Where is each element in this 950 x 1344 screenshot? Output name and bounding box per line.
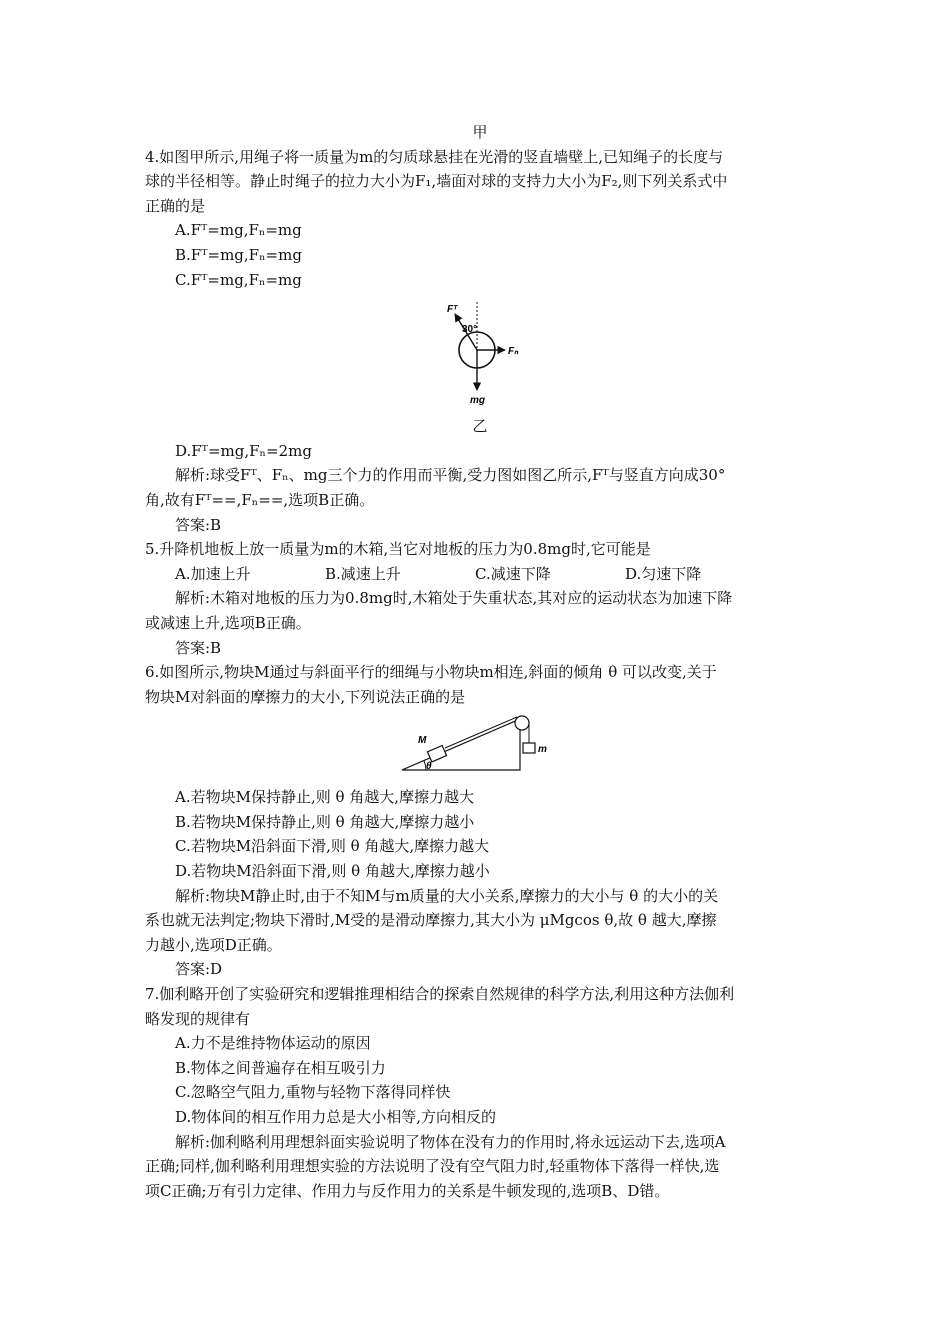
label-m: m xyxy=(538,744,547,756)
q6-option-c: C.若物块M沿斜面下滑,则 θ 角越大,摩擦力越大 xyxy=(175,837,490,856)
q6-analysis-line2: 系也就无法判定;物块下滑时,M受的是滑动摩擦力,其大小为 μMgcos θ,故 θ 越大,摩擦 xyxy=(145,911,717,930)
q6-stem-line2: 物块M对斜面的摩擦力的大小,下列说法正确的是 xyxy=(145,687,466,706)
question-5 xyxy=(145,537,815,660)
q7-stem-line1: 7.伽利略开创了实验研究和逻辑推理相结合的探索自然规律的科学方法,利用这种方法伽利 xyxy=(145,985,735,1004)
label-fn: Fₙ xyxy=(508,346,519,358)
question-4 xyxy=(145,145,815,538)
q7-analysis-line3: 项C正确;万有引力定律、作用力与反作用力的关系是牛顿发现的,选项B、D错。 xyxy=(145,1181,670,1200)
q4-analysis-line1: 解析:球受Fᵀ、Fₙ、mg三个力的作用而平衡,受力图如图乙所示,Fᵀ与竖直方向成30° xyxy=(175,466,726,485)
label-mg: mg xyxy=(470,395,485,407)
label-angle: 30° xyxy=(462,324,478,336)
q5-option-c: C.减速下降 xyxy=(475,564,551,583)
q4-stem-line1: 4.如图甲所示,用绳子将一质量为m的匀质球悬挂在光滑的竖直墙壁上,已知绳子的长度与 xyxy=(145,147,724,166)
document-page xyxy=(145,120,815,1203)
q6-option-d: D.若物块M沿斜面下滑,则 θ 角越大,摩擦力越小 xyxy=(175,862,490,881)
q4-stem-line3: 正确的是 xyxy=(145,196,206,215)
q6-stem-line1: 6.如图所示,物块M通过与斜面平行的细绳与小物块m相连,斜面的倾角 θ 可以改变,关于 xyxy=(145,663,717,682)
q4-stem-line2: 球的半径相等。静止时绳子的拉力大小为F₁,墙面对球的支持力大小为F₂,则下列关系式中 xyxy=(145,172,728,191)
ball-force-diagram xyxy=(425,298,535,408)
incline-diagram xyxy=(400,713,560,773)
q7-option-c: C.忽略空气阻力,重物与轻物下落得同样快 xyxy=(175,1083,451,1102)
q5-analysis-line1: 解析:木箱对地板的压力为0.8mg时,木箱处于失重状态,其对应的运动状态为加速下降 xyxy=(175,589,733,608)
question-7 xyxy=(145,982,815,1203)
q5-options xyxy=(145,562,815,587)
q4-option-b: B.Fᵀ=mg,Fₙ=mg xyxy=(175,245,302,264)
label-ft: Fᵀ xyxy=(447,304,458,316)
pulley xyxy=(515,716,529,730)
question-6 xyxy=(145,660,815,982)
q6-option-a: A.若物块M保持静止,则 θ 角越大,摩擦力越大 xyxy=(175,788,475,807)
q7-option-d: D.物体间的相互作用力总是大小相等,方向相反的 xyxy=(175,1108,497,1126)
block-m xyxy=(523,743,535,753)
q5-answer: 答案:B xyxy=(175,638,222,657)
q4-answer: 答案:B xyxy=(175,515,222,534)
q6-answer: 答案:D xyxy=(175,960,223,979)
q4-option-d: D.Fᵀ=mg,Fₙ=2mg xyxy=(175,441,312,460)
q7-analysis-line2: 正确;同样,伽利略利用理想实验的方法说明了没有空气阻力时,轻重物体下落得一样快,选 xyxy=(145,1157,720,1176)
q6-option-b: B.若物块M保持静止,则 θ 角越大,摩擦力越小 xyxy=(175,812,475,831)
q4-option-a: A.Fᵀ=mg,Fₙ=mg xyxy=(175,221,302,240)
figure-caption-yi: 乙 xyxy=(472,417,488,436)
q7-option-a: A.力不是维持物体运动的原因 xyxy=(175,1034,371,1053)
q6-analysis-line1: 解析:物块M静止时,由于不知M与m质量的大小关系,摩擦力的大小与 θ 的大小的关 xyxy=(175,886,719,905)
q4-analysis-line2: 角,故有Fᵀ==,Fₙ==,选项B正确。 xyxy=(145,490,375,509)
q4-option-c: C.Fᵀ=mg,Fₙ=mg xyxy=(175,270,302,289)
rope-along-incline xyxy=(445,717,517,748)
q5-option-b: B.减速上升 xyxy=(325,564,401,583)
q5-option-a: A.加速上升 xyxy=(175,564,251,583)
q7-stem-line2: 略发现的规律有 xyxy=(145,1009,251,1028)
q5-option-d: D.匀速下降 xyxy=(625,564,702,583)
label-theta: θ xyxy=(426,761,432,773)
figure-caption-jia: 甲 xyxy=(472,123,488,141)
label-M: M xyxy=(418,735,427,747)
q7-option-b: B.物体之间普遍存在相互吸引力 xyxy=(175,1058,386,1077)
q7-analysis-line1: 解析:伽利略利用理想斜面实验说明了物体在没有力的作用时,将永远运动下去,选项A xyxy=(175,1132,726,1151)
q6-analysis-line3: 力越小,选项D正确。 xyxy=(145,935,282,954)
block-M xyxy=(427,746,446,762)
q5-analysis-line2: 或减速上升,选项B正确。 xyxy=(145,613,311,632)
q5-stem: 5.升降机地板上放一质量为m的木箱,当它对地板的压力为0.8mg时,它可能是 xyxy=(145,540,651,559)
